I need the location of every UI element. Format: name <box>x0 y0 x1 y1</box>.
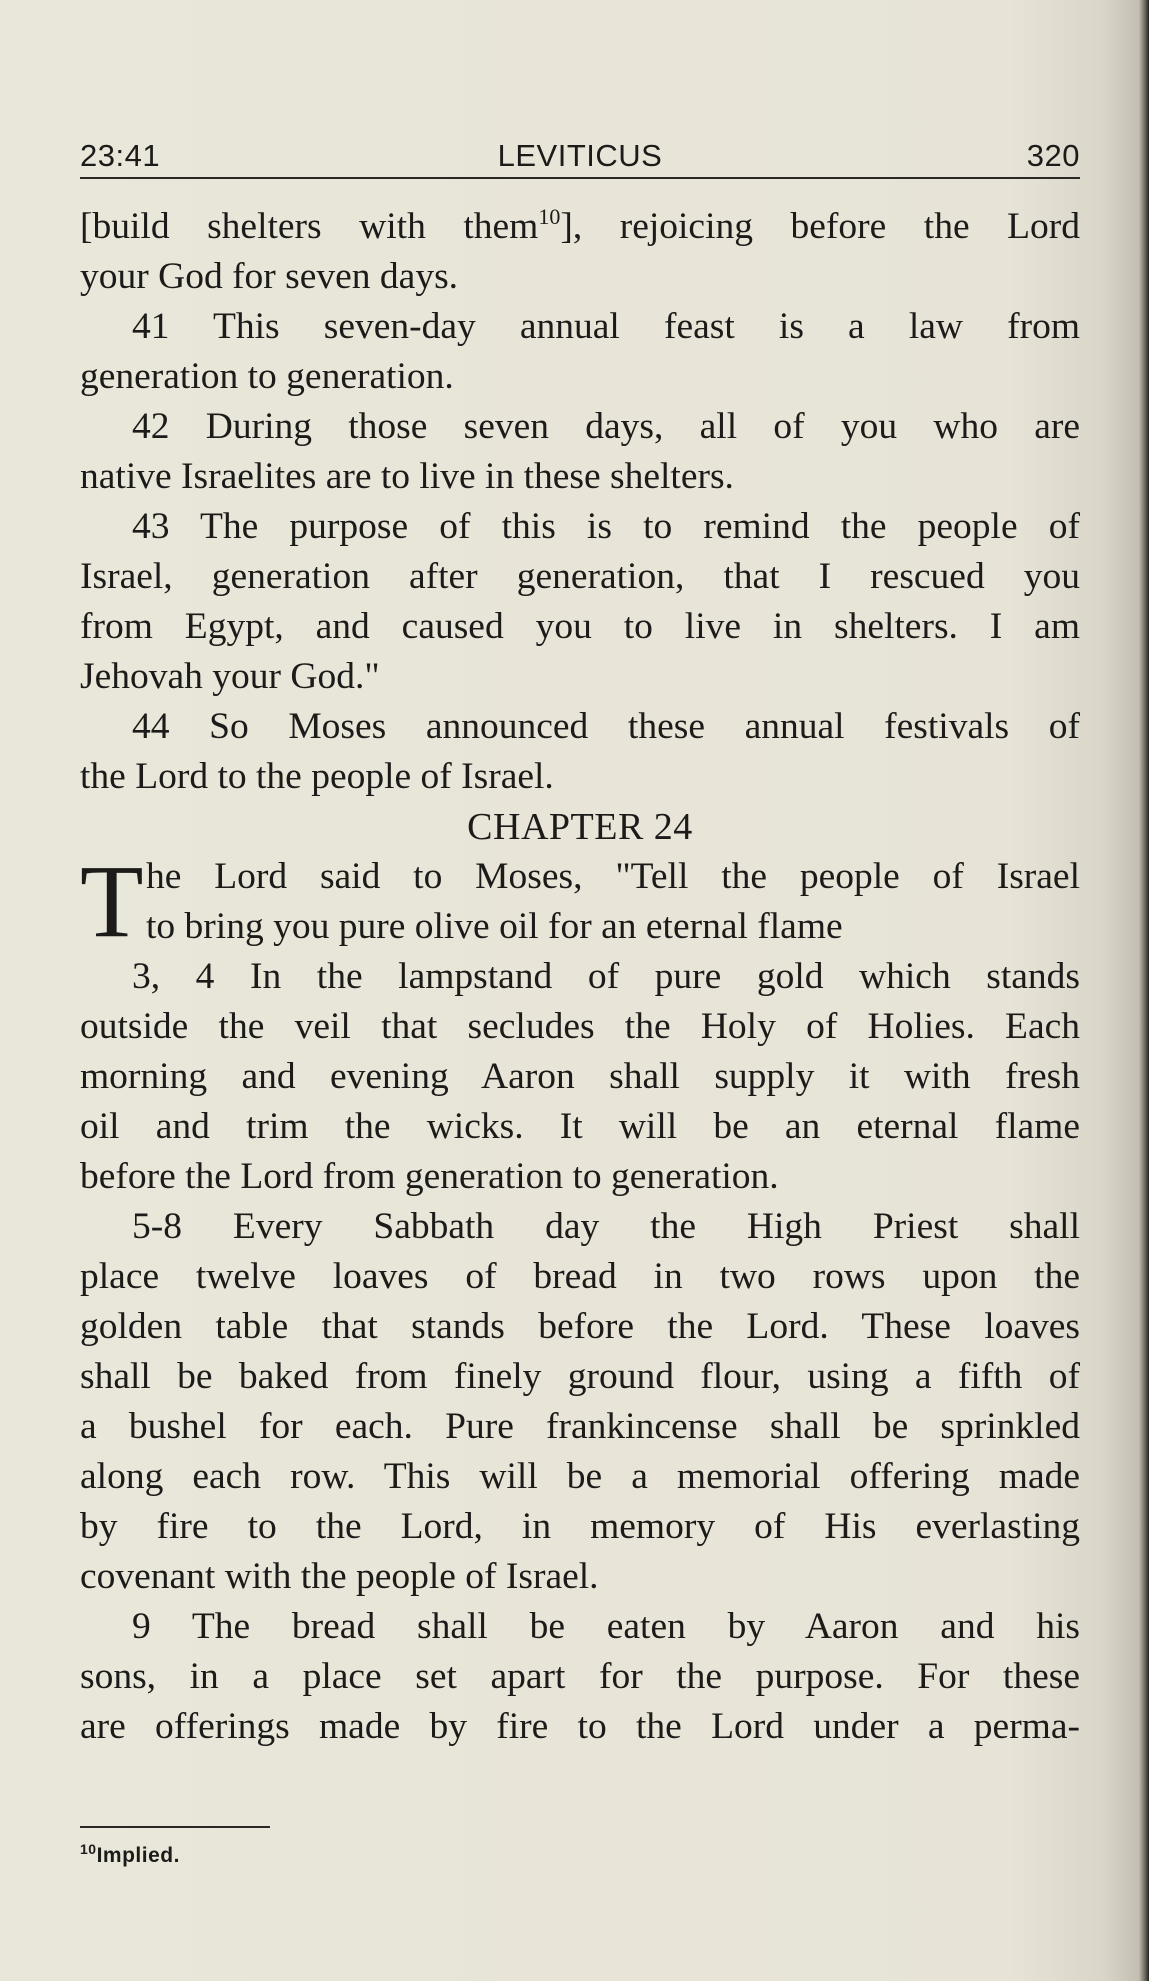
verse-41-line: 41 This seven-day annual feast is a law from <box>132 306 1080 347</box>
text-line: along each row. This will be a memorial offering made <box>80 1456 1080 1497</box>
footnote-rule <box>80 1826 270 1828</box>
footnote-marker: 10 <box>80 1841 97 1857</box>
text-line: shall be baked from finely ground flour, using a fifth of <box>80 1356 1080 1397</box>
footnote <box>80 1841 180 1868</box>
text-line: the Lord to the people of Israel. <box>80 756 554 797</box>
text-line: from Egypt, and caused you to live in shelters. I am <box>80 606 1080 647</box>
verse-42-line: 42 During those seven days, all of you who are <box>132 406 1080 447</box>
text-line: Jehovah your God." <box>80 656 380 697</box>
text-line: are offerings made by fire to the Lord under a perma- <box>80 1706 1080 1747</box>
text-line: outside the veil that secludes the Holy of Holies. Each <box>80 1006 1080 1047</box>
text-line: Israel, generation after generation, that I rescued you <box>80 556 1080 597</box>
drop-cap-paragraph <box>80 844 1080 959</box>
drop-cap: T <box>80 844 144 959</box>
book-title: LEVITICUS <box>497 138 663 173</box>
text-line <box>80 202 1080 252</box>
verse-9-line: 9 The bread shall be eaten by Aaron and his <box>132 1606 1080 1647</box>
verse-5-8-line: 5-8 Every Sabbath day the High Priest shall <box>132 1206 1080 1247</box>
text-line: before the Lord from generation to generation. <box>80 1156 779 1197</box>
text-line: a bushel for each. Pure frankincense shall be sprinkled <box>80 1406 1080 1447</box>
footnote-ref: 10 <box>538 204 561 229</box>
text-line: covenant with the people of Israel. <box>80 1556 599 1597</box>
text-line: by fire to the Lord, in memory of His everlasting <box>80 1506 1080 1547</box>
text-line: your God for seven days. <box>80 256 459 297</box>
page-number: 320 <box>1026 138 1080 173</box>
text-span: [build shelters with them <box>80 206 539 247</box>
header-rule <box>80 177 1080 179</box>
verse-reference: 23:41 <box>80 138 161 173</box>
footnote-text: Implied. <box>96 1844 180 1867</box>
text-line: he Lord said to Moses, "Tell the people of Israel <box>146 856 1080 897</box>
text-line: oil and trim the wicks. It will be an eternal flame <box>80 1106 1080 1147</box>
text-line: sons, in a place set apart for the purpose. For these <box>80 1656 1080 1697</box>
text-line: place twelve loaves of bread in two rows upon the <box>80 1256 1080 1297</box>
text-line: native Israelites are to live in these shelters. <box>80 456 734 497</box>
text-line: morning and evening Aaron shall supply it with fresh <box>80 1056 1080 1097</box>
verse-44-line: 44 So Moses announced these annual festivals of <box>132 706 1080 747</box>
page-edge-shadow <box>1139 0 1149 1981</box>
text-line: generation to generation. <box>80 356 454 397</box>
text-span: ], rejoicing before the Lord <box>560 206 1080 247</box>
verse-43-line: 43 The purpose of this is to remind the people of <box>132 506 1080 547</box>
running-head <box>80 138 1080 178</box>
text-line: to bring you pure olive oil for an eternal flame <box>146 906 843 947</box>
chapter-heading: CHAPTER 24 <box>467 806 693 848</box>
text-line: golden table that stands before the Lord. These loaves <box>80 1306 1080 1347</box>
verse-3-4-line: 3, 4 In the lampstand of pure gold which stands <box>132 956 1080 997</box>
body-text <box>80 202 1080 1752</box>
